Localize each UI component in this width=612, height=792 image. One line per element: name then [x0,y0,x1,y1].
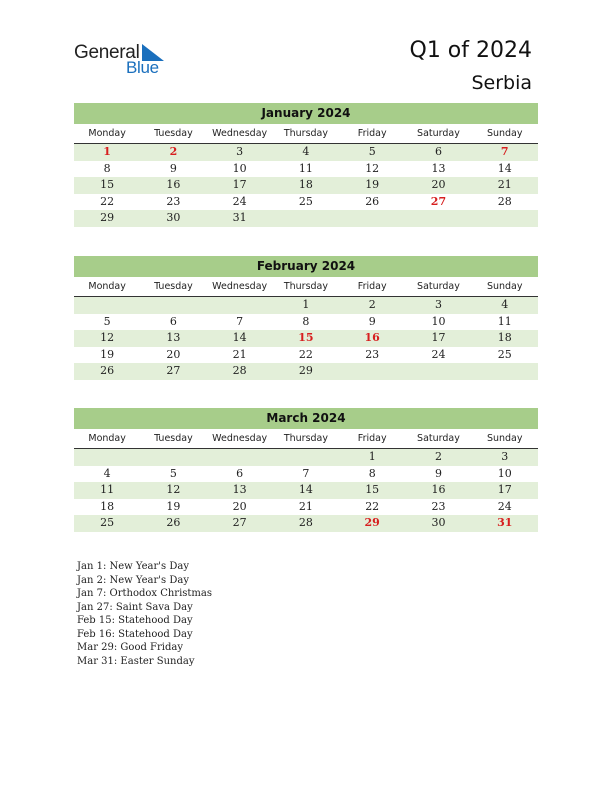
day-cell [405,210,471,227]
day-of-week-header: Thursday [283,433,329,444]
month-header: March 2024 [74,408,538,429]
day-cell: 11 [298,161,313,175]
day-cell: 23 [166,194,181,208]
day-cell: 4 [103,466,111,480]
week-row [74,210,538,227]
day-of-week-header: Friday [357,433,387,444]
day-of-week-header: Sunday [486,281,523,292]
day-cell: 11 [497,314,512,328]
day-cell: 31 [232,211,247,224]
day-cell: 29 [100,211,115,224]
day-cell: 3 [501,450,509,463]
day-cell: 30 [431,516,446,529]
day-of-week-header: Monday [88,128,126,139]
holiday-day-cell: 7 [500,145,509,158]
day-cell: 4 [501,298,509,311]
day-cell: 17 [431,331,446,344]
month-header: February 2024 [74,256,538,277]
day-cell: 18 [298,178,313,191]
day-cell: 14 [232,331,247,344]
week-row [74,347,538,364]
week-row [74,194,538,211]
week-row [74,297,538,314]
day-cell: 24 [497,499,512,513]
day-cell: 15 [365,483,380,496]
day-cell: 17 [497,483,512,496]
day-cell [405,363,471,380]
day-cell: 16 [431,483,446,496]
holiday-list-item: Jan 27: Saint Sava Day [77,601,193,613]
day-cell: 18 [497,331,512,344]
holiday-list-item: Mar 31: Easter Sunday [77,655,195,667]
day-cell: 22 [298,347,313,361]
holiday-list [77,560,212,668]
week-row [74,144,538,161]
day-cell: 23 [365,347,380,361]
day-cell: 15 [100,178,115,191]
month-header: January 2024 [74,103,538,124]
logo-general-text: General [74,42,140,63]
day-cell [273,449,339,466]
day-cell: 6 [169,314,177,328]
day-of-week-row [74,429,538,449]
country-name: Serbia [471,72,532,94]
month-calendar-february [74,256,538,380]
day-cell: 12 [100,331,115,344]
logo-blue-text: Blue [126,58,159,77]
day-cell: 6 [434,145,442,158]
day-cell: 22 [365,499,380,513]
week-row [74,330,538,347]
day-of-week-header: Tuesday [154,128,193,139]
day-cell: 25 [298,194,313,208]
day-cell: 3 [236,145,244,158]
holiday-list-item: Mar 29: Good Friday [77,642,183,653]
page-title: Q1 of 2024 [409,38,532,63]
holiday-list-item: Feb 16: Statehood Day [77,628,193,640]
day-cell [140,297,206,314]
day-cell: 13 [166,331,181,344]
day-of-week-header: Friday [357,281,387,292]
day-cell: 8 [302,314,310,328]
day-cell: 27 [166,364,181,377]
day-of-week-header: Saturday [417,281,460,292]
day-cell: 13 [232,483,247,496]
holiday-list-item: Feb 15: Statehood Day [77,615,193,626]
day-cell: 16 [166,178,181,191]
day-cell: 30 [166,211,181,224]
day-cell: 24 [232,194,247,208]
day-cell: 26 [365,194,380,208]
holiday-day-cell: 15 [298,331,314,344]
day-of-week-row [74,124,538,144]
day-cell [207,297,273,314]
day-cell [472,363,538,380]
holiday-list-item: Jan 2: New Year's Day [77,574,189,586]
week-row [74,449,538,466]
day-cell [273,210,339,227]
day-cell: 23 [431,499,446,513]
day-cell: 14 [298,483,313,496]
day-cell: 26 [100,364,115,377]
day-cell: 19 [365,178,380,191]
day-cell: 12 [166,483,181,496]
day-of-week-header: Monday [88,281,126,292]
day-cell [472,210,538,227]
day-cell: 14 [497,161,512,175]
day-cell: 5 [368,145,376,158]
logo [74,42,194,78]
week-row [74,314,538,331]
day-of-week-header: Sunday [486,433,523,444]
day-of-week-header: Thursday [283,128,329,139]
day-of-week-header: Saturday [417,433,460,444]
week-row [74,161,538,178]
day-cell: 5 [169,466,177,480]
weeks-container [74,144,538,227]
day-cell: 20 [232,499,247,513]
day-cell: 26 [166,516,181,529]
week-row [74,482,538,499]
holiday-day-cell: 16 [364,331,380,344]
day-cell: 21 [298,499,313,513]
day-cell: 29 [298,364,313,377]
day-of-week-header: Monday [88,433,126,444]
day-cell: 22 [100,194,115,208]
day-of-week-header: Thursday [283,281,329,292]
day-cell: 4 [302,145,310,158]
day-cell: 18 [100,499,115,513]
day-cell: 28 [298,516,313,529]
day-cell: 10 [232,161,247,175]
holiday-list-item: Jan 7: Orthodox Christmas [77,588,212,599]
day-of-week-header: Wednesday [212,128,268,139]
day-cell: 6 [236,466,244,480]
day-cell: 5 [103,314,111,328]
week-row [74,363,538,380]
day-cell: 17 [232,178,247,191]
holiday-day-cell: 27 [430,194,447,208]
holiday-day-cell: 29 [364,516,380,529]
day-cell: 19 [100,347,115,361]
day-cell: 8 [103,161,111,175]
day-cell: 10 [497,466,512,480]
day-of-week-header: Tuesday [154,433,193,444]
day-cell: 19 [166,499,181,513]
day-cell: 2 [368,298,376,311]
day-of-week-header: Wednesday [212,433,268,444]
day-cell: 7 [236,314,244,328]
day-cell: 21 [497,178,512,191]
day-cell: 20 [431,178,446,191]
week-row [74,499,538,516]
holiday-list-item: Jan 1: New Year's Day [77,561,189,572]
day-cell: 28 [497,194,512,208]
day-cell: 10 [431,314,446,328]
day-cell: 1 [302,298,310,311]
day-of-week-header: Tuesday [154,281,193,292]
day-cell: 3 [434,298,442,311]
day-cell: 27 [232,516,247,529]
day-cell: 9 [368,314,376,328]
week-row [74,515,538,532]
day-cell [339,363,405,380]
day-cell: 13 [431,161,446,175]
day-of-week-header: Wednesday [212,281,268,292]
week-row [74,466,538,483]
day-cell [339,210,405,227]
day-cell: 12 [365,161,380,175]
day-cell: 8 [368,466,376,480]
day-cell: 25 [497,347,512,361]
day-cell: 20 [166,347,181,361]
month-calendar-march [74,408,538,532]
day-cell [207,449,273,466]
day-cell: 24 [431,347,446,361]
day-cell [140,449,206,466]
weeks-container [74,449,538,532]
day-of-week-header: Friday [357,128,387,139]
day-cell [74,297,140,314]
day-cell: 9 [434,466,442,480]
day-cell: 9 [169,161,177,175]
day-cell: 2 [434,450,442,463]
day-cell: 21 [232,347,247,361]
day-cell: 7 [302,466,310,480]
day-cell [74,449,140,466]
weeks-container [74,297,538,380]
day-cell: 11 [100,483,115,496]
day-cell: 25 [100,516,115,529]
day-of-week-header: Sunday [486,128,523,139]
month-calendar-january [74,103,538,227]
day-of-week-header: Saturday [417,128,460,139]
day-of-week-row [74,277,538,297]
holiday-day-cell: 31 [497,516,513,529]
week-row [74,177,538,194]
holiday-day-cell: 2 [169,145,178,158]
holiday-day-cell: 1 [103,145,111,158]
day-cell: 28 [232,364,247,377]
day-cell: 1 [368,450,376,463]
